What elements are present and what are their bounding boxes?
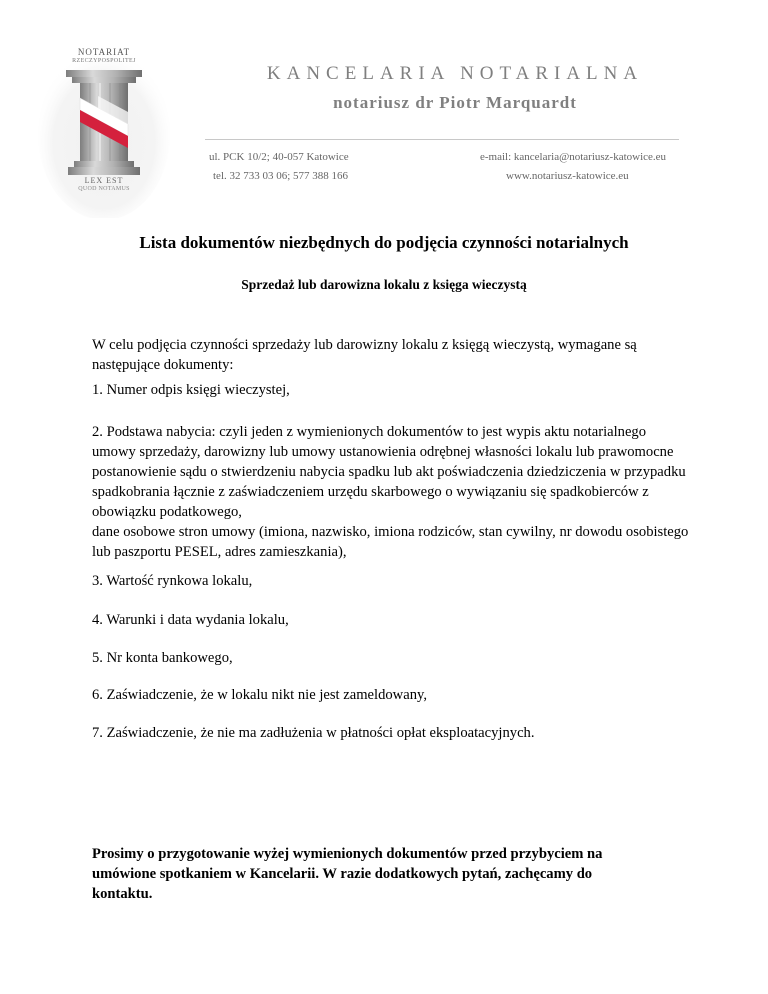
list-item: 1. Numer odpis księgi wieczystej, [92,382,290,398]
column-base [74,161,134,167]
office-phone: tel. 32 733 03 06; 577 388 166 [213,170,349,182]
column-capital [66,70,142,77]
closing-paragraph: Prosimy o przygotowanie wyżej wymienionych dokumentów przed przybyciem na umówione spotkaniem w Kancelarii. W razie dodatkowych pytań, zachęcamy do kontaktu. [92,846,603,902]
document-title: Lista dokumentów niezbędnych do podjęcia czynności notarialnych [139,233,629,252]
logo-caption-bottom: LEX EST QUOD NOTAMUS [78,176,130,192]
header-divider [205,139,679,140]
notary-name: notariusz dr Piotr Marquardt [333,93,577,112]
office-email[interactable]: e-mail: kancelaria@notariusz-katowice.eu [480,151,667,163]
office-address: ul. PCK 10/2; 40-057 Katowice [209,151,349,163]
logo-caption-top: NOTARIAT RZECZYPOSPOLITEJ [72,47,136,64]
list-item: 6. Zaświadczenie, że w lokalu nikt nie jest zameldowany, [92,687,427,703]
intro-paragraph: W celu podjęcia czynności sprzedaży lub darowizny lokalu z księgą wieczystą, wymagane są następujące dokumenty: [92,337,637,373]
office-website[interactable]: www.notariusz-katowice.eu [506,170,629,182]
document-subtitle: Sprzedaż lub darowizna lokalu z księga wieczystą [241,277,527,292]
list-item: 7. Zaświadczenie, że nie ma zadłużenia w płatności opłat eksploatacyjnych. [92,725,535,741]
list-item: 3. Wartość rynkowa lokalu, [92,573,253,589]
list-item: 5. Nr konta bankowego, [92,650,233,666]
office-title: KANCELARIA NOTARIALNA [266,63,644,84]
list-item: 2. Podstawa nabycia: czyli jeden z wymienionych dokumentów to jest wypis aktu notarialnego umowy sprzedaży, darowizny lub umowy ustanowienia odrębnej własności lokalu lub prawomocne postanowienie sądu o stwierdzeniu nabycia spadku lub akt poświadczenia dziedziczenia w przypadku spadkobrania łącznie z zaświadczeniem urzędu skarbowego o wywiązaniu się spadkobierców z obowiązku podatkowego, [92,424,686,520]
list-item-continuation: dane osobowe stron umowy (imiona, nazwisko, imiona rodziców, stan cywilny, nr dowodu osobistego lub paszportu PESEL, adres zamieszkania), [92,524,689,560]
list-item-group [92,422,692,562]
list-item: 4. Warunki i data wydania lokalu, [92,612,289,628]
